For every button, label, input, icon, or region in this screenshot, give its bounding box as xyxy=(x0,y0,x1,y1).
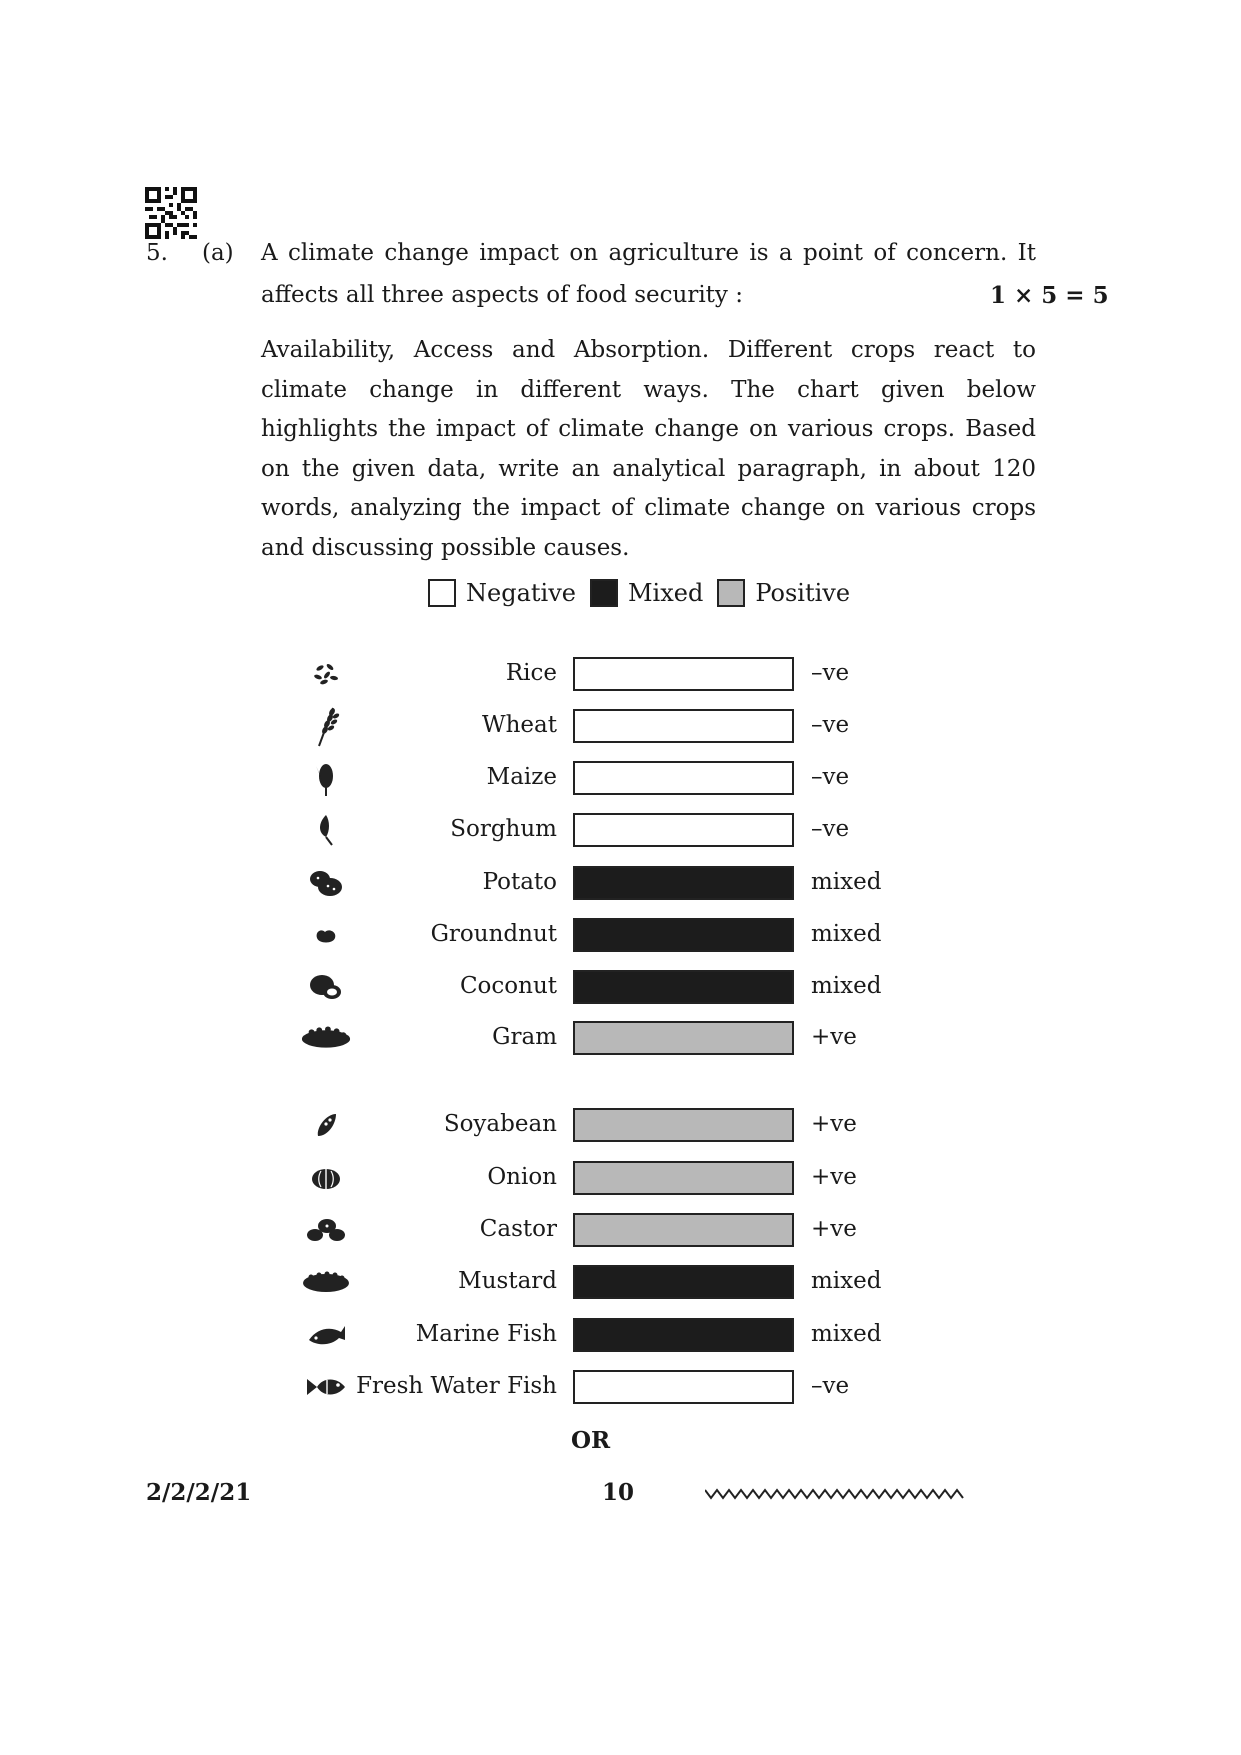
crop-label: Castor xyxy=(479,1216,557,1242)
chart-row xyxy=(0,657,1241,691)
question-paragraph: Availability, Access and Absorption. Different crops react to climate change in different ways. The chart given below highlights the impact of climate change on various crops. Based on the given data, write an analytical paragraph, in about 120 words, analyzing the impact of climate change on various crops and discussing possible causes. xyxy=(261,337,1036,561)
chart-row xyxy=(0,709,1241,743)
crop-label: Marine Fish xyxy=(415,1321,557,1347)
impact-bar xyxy=(573,709,794,743)
legend-label-positive: Positive xyxy=(755,579,851,607)
legend-item-positive xyxy=(717,579,850,607)
chart-row xyxy=(0,761,1241,795)
impact-bar xyxy=(573,1265,794,1299)
crop-label: Mustard xyxy=(458,1268,557,1294)
soyabean-icon xyxy=(300,1108,352,1142)
crop-label: Maize xyxy=(486,764,557,790)
or-separator: OR xyxy=(571,1427,611,1454)
crop-label: Fresh Water Fish xyxy=(356,1373,557,1399)
question-text-line-1: A climate change impact on agriculture is a point of concern. It xyxy=(261,240,1036,266)
marine-fish-icon xyxy=(300,1318,352,1352)
crop-label: Rice xyxy=(505,660,557,686)
impact-bar xyxy=(573,1318,794,1352)
legend-swatch-mixed xyxy=(590,579,618,607)
impact-label: mixed xyxy=(811,1268,882,1294)
page-number: 10 xyxy=(602,1479,635,1506)
impact-bar xyxy=(573,1213,794,1247)
impact-label: mixed xyxy=(811,869,882,895)
impact-bar xyxy=(573,970,794,1004)
impact-label: –ve xyxy=(811,660,850,686)
legend-swatch-positive xyxy=(717,579,745,607)
impact-label: +ve xyxy=(811,1216,857,1242)
question-number: 5. xyxy=(146,240,168,266)
maize-icon xyxy=(300,761,352,795)
chart-row xyxy=(0,1161,1241,1195)
zigzag-line-icon xyxy=(705,1486,965,1502)
chart-row xyxy=(0,866,1241,900)
impact-bar xyxy=(573,1161,794,1195)
fresh-water-fish-icon xyxy=(300,1370,352,1404)
impact-bar xyxy=(573,1370,794,1404)
impact-label: mixed xyxy=(811,973,882,999)
crop-label: Gram xyxy=(492,1024,557,1050)
legend-swatch-negative xyxy=(428,579,456,607)
legend-label-mixed: Mixed xyxy=(627,579,704,607)
rice-icon xyxy=(300,657,352,691)
legend-item-negative xyxy=(428,579,576,607)
onion-icon xyxy=(300,1161,352,1195)
impact-label: +ve xyxy=(811,1024,857,1050)
crop-label: Onion xyxy=(487,1164,557,1190)
impact-label: –ve xyxy=(811,1373,850,1399)
impact-label: –ve xyxy=(811,764,850,790)
impact-label: –ve xyxy=(811,712,850,738)
qr-code-icon xyxy=(145,187,197,239)
impact-label: mixed xyxy=(811,1321,882,1347)
crop-label: Sorghum xyxy=(450,816,557,842)
chart-legend xyxy=(428,579,864,607)
chart-row xyxy=(0,1318,1241,1352)
chart-row xyxy=(0,1370,1241,1404)
impact-bar xyxy=(573,866,794,900)
question-text-line-2: affects all three aspects of food security : xyxy=(261,282,743,308)
impact-bar xyxy=(573,761,794,795)
chart-row xyxy=(0,1021,1241,1055)
impact-label: mixed xyxy=(811,921,882,947)
impact-label: +ve xyxy=(811,1164,857,1190)
crop-label: Soyabean xyxy=(443,1111,557,1137)
impact-bar xyxy=(573,1108,794,1142)
chart-row xyxy=(0,1213,1241,1247)
question-part: (a) xyxy=(202,240,234,266)
crop-label: Coconut xyxy=(459,973,557,999)
impact-bar xyxy=(573,813,794,847)
impact-label: –ve xyxy=(811,816,850,842)
marks-allocation: 1 × 5 = 5 xyxy=(990,282,1109,309)
impact-label: +ve xyxy=(811,1111,857,1137)
legend-item-mixed xyxy=(590,579,703,607)
mustard-icon xyxy=(300,1265,352,1299)
crop-label: Potato xyxy=(482,869,557,895)
chart-row xyxy=(0,918,1241,952)
impact-bar xyxy=(573,657,794,691)
legend-label-negative: Negative xyxy=(466,579,576,607)
chart-row xyxy=(0,1265,1241,1299)
chart-row xyxy=(0,813,1241,847)
groundnut-icon xyxy=(300,918,352,952)
coconut-icon xyxy=(300,970,352,1004)
sorghum-icon xyxy=(300,813,352,847)
chart-row xyxy=(0,970,1241,1004)
crop-label: Groundnut xyxy=(430,921,557,947)
impact-bar xyxy=(573,1021,794,1055)
potato-icon xyxy=(300,866,352,900)
paper-code: 2/2/2/21 xyxy=(146,1479,252,1506)
chart-row xyxy=(0,1108,1241,1142)
impact-bar xyxy=(573,918,794,952)
castor-icon xyxy=(300,1213,352,1247)
gram-icon xyxy=(300,1021,352,1055)
crop-label: Wheat xyxy=(481,712,557,738)
wheat-icon xyxy=(300,709,352,743)
